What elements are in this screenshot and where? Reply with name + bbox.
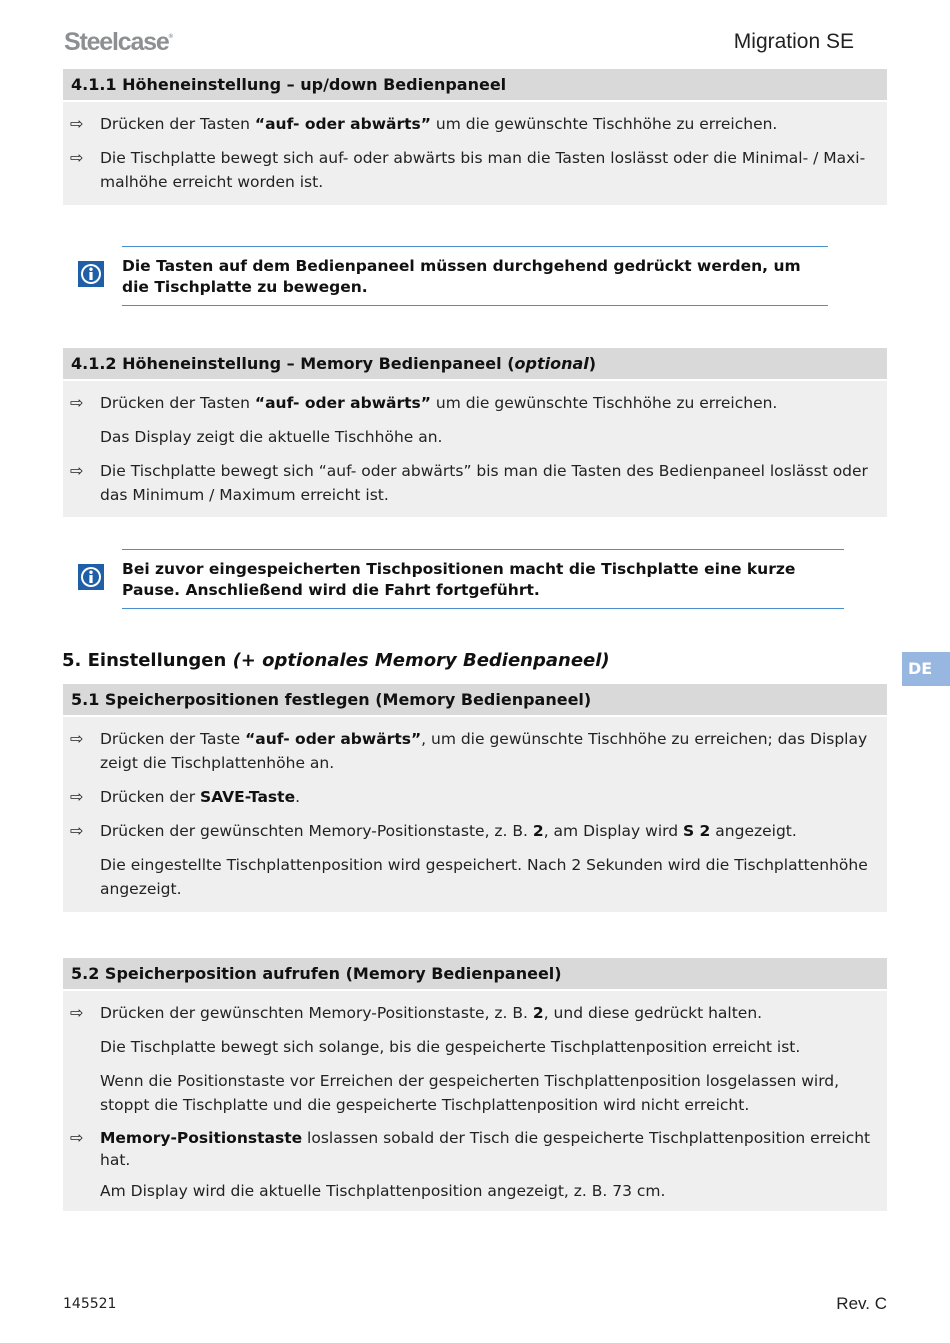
heading-italic-text: optional [514,354,589,373]
info-icon [78,261,104,287]
revision-label: Rev. C [836,1294,887,1313]
arrow-bullet-icon: ⇨ [70,393,84,412]
chapter-title-text: 5. Einstellungen [62,650,233,671]
product-name: Migration SE [733,30,854,53]
bold-text: S 2 [683,822,711,840]
bold-text: 2 [532,822,544,840]
text: Drücken der gewünschten Memory-Positionstaste, z. B. [100,822,533,840]
arrow-bullet-icon: ⇨ [70,114,84,133]
text: Drücken der [100,788,201,806]
arrow-bullet-icon: ⇨ [70,461,84,480]
bold-text: “auf- oder abwärts” [254,115,431,133]
text: Das Display zeigt die aktuelle Tischhöhe an. [100,428,443,446]
section-heading-5-1: 5.1 Speicherpositionen festlegen (Memory Bedienpaneel) [63,684,887,715]
section-heading-4-1-2 [63,348,887,379]
section-body-4-1-1 [63,102,887,205]
info-icon [78,564,104,590]
text: um die gewünschte Tischhöhe zu erreichen. [430,394,778,412]
section-body-4-1-2 [63,381,887,517]
note-box: Die Tasten auf dem Bedienpaneel müssen durchgehend gedrückt werden, um die Tischplatte zu bewegen. [122,246,828,306]
document-number: 145521 [63,1296,117,1312]
text: angezeigt. [710,822,797,840]
bold-text: “auf- oder abwärts” [254,394,431,412]
arrow-bullet-icon: ⇨ [70,1128,84,1147]
text: Drücken der Tasten [100,394,255,412]
bold-text: Memory-Positionstaste [100,1129,303,1147]
arrow-bullet-icon: ⇨ [70,787,84,806]
text: Drücken der Taste [100,730,246,748]
section-body-5-1 [63,717,887,912]
section-heading-5-2: 5.2 Speicherposition aufrufen (Memory Bedienpaneel) [63,958,887,989]
logo-text: Steelcase [64,28,169,56]
text: Drücken der gewünschten Memory-Positionstaste, z. B. [100,1004,533,1022]
section-body-5-2 [63,991,887,1211]
text: Die Tischplatte bewegt sich solange, bis die gespeicherte Tischplattenposition erreicht ist. [100,1038,801,1056]
section-heading-4-1-1: 4.1.1 Höheneinstellung – up/down Bedienpaneel [63,69,887,100]
language-tab: DE [902,652,950,686]
arrow-bullet-icon: ⇨ [70,1003,84,1022]
bold-text: SAVE-Taste [200,788,296,806]
text: , und diese gedrückt halten. [543,1004,763,1022]
note-box: Bei zuvor eingespeicherten Tischpositionen macht die Tischplatte eine kurze Pause. Anschließend wird die Fahrt fortgeführt. [122,549,844,609]
text: loslassen sobald der Tisch die gespeicherte Tischplattenposition erreicht hat. [100,1129,871,1169]
logo-registered-mark: ® [168,34,173,40]
heading-text: 4.1.2 Höheneinstellung – Memory Bedienpaneel ( [71,354,515,373]
arrow-bullet-icon: ⇨ [70,729,84,748]
steelcase-logo [64,28,173,57]
bold-text: “auf- oder abwärts” [245,730,422,748]
bold-text: 2 [532,1004,544,1022]
chapter-title [62,650,610,671]
text: , um die gewünschte Tischhöhe zu erreichen; das Display zeigt die Tischplattenhöhe an. [100,730,868,772]
text: Drücken der Tasten [100,115,255,133]
text: . [295,788,301,806]
text: Am Display wird die aktuelle Tischplattenposition angezeigt, z. B. 73 cm. [100,1182,666,1200]
text: Die Tischplatte bewegt sich auf- oder abwärts bis man die Tasten loslässt oder die Minimal- / Maxi-malhöhe erreicht worden ist. [100,149,866,191]
text: , am Display wird [543,822,683,840]
chapter-title-italic: (+ optionales Memory Bedienpaneel) [232,650,610,671]
heading-text: ) [588,354,597,373]
text: Wenn die Positionstaste vor Erreichen der gespeicherten Tischplattenposition losgelassen wird, stoppt die Tischplatte und die gespeicherte Tischplattenposition wird nicht erreicht. [100,1072,840,1114]
text: Die eingestellte Tischplattenposition wird gespeichert. Nach 2 Sekunden wird die Tischplattenhöhe angezeigt. [100,856,868,898]
arrow-bullet-icon: ⇨ [70,148,84,167]
arrow-bullet-icon: ⇨ [70,821,84,840]
text: um die gewünschte Tischhöhe zu erreichen. [430,115,778,133]
text: Die Tischplatte bewegt sich “auf- oder abwärts” bis man die Tasten des Bedienpaneel loslässt oder das Minimum / Maximum erreicht ist. [100,462,868,504]
